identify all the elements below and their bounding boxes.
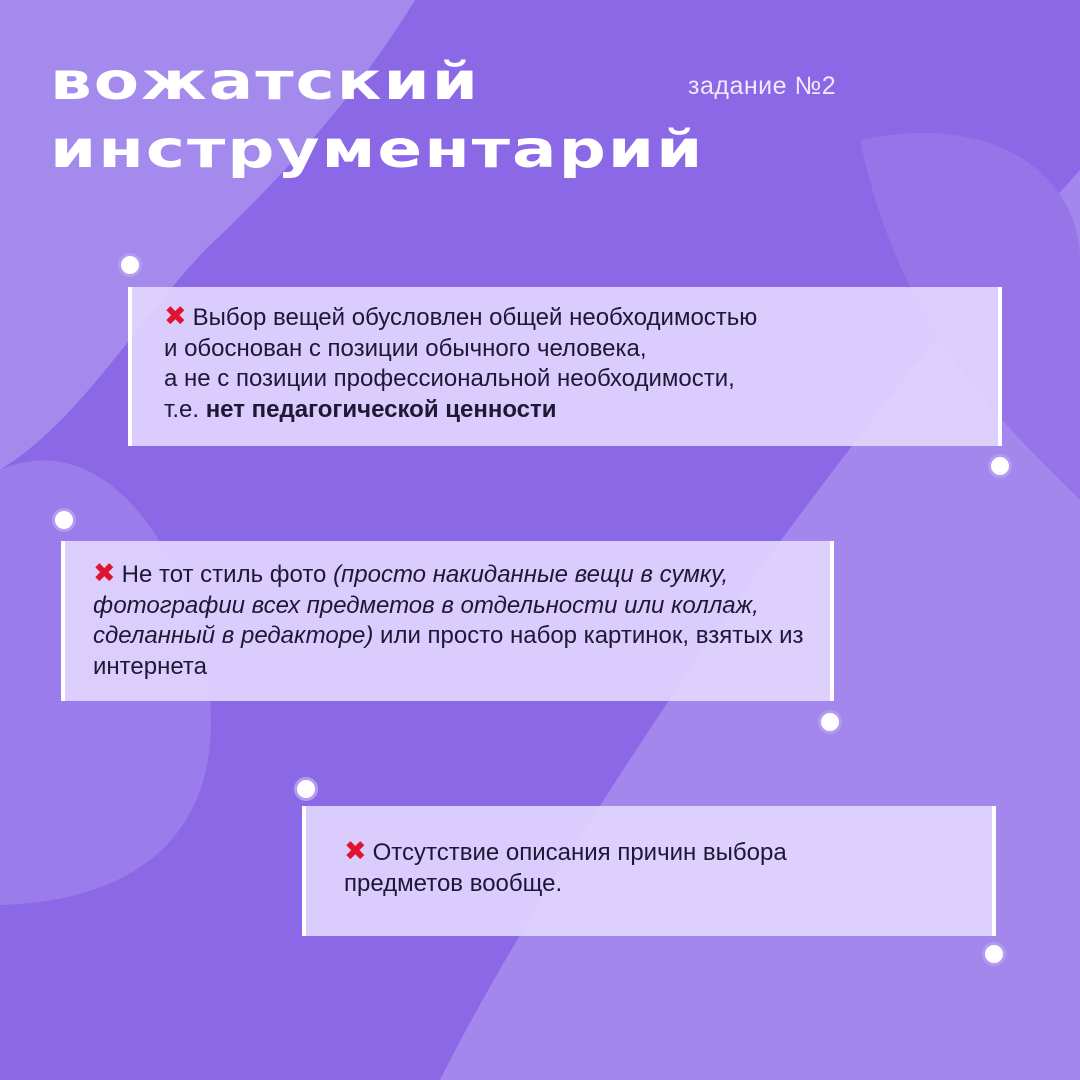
card-3-line-1: Отсутствие описания причин выбора: [372, 839, 787, 866]
feedback-card-2: [61, 541, 834, 701]
task-label: задание №2: [688, 72, 837, 100]
card-3-bottom-dot: [982, 942, 1006, 966]
card-3-text: [344, 838, 972, 899]
card-2-italic-note: (просто накиданные вещи в сумку, фотографии всех предметов в отдельности или коллаж, сделанный в редакторе): [93, 561, 759, 649]
card-1-line-3: а не с позиции профессиональной необходимости,: [164, 365, 735, 392]
card-1-text: [164, 303, 978, 425]
page-title-line2: инструментарий: [50, 119, 705, 180]
card-3-line-2: предметов вообще.: [344, 869, 563, 897]
cross-mark-icon: ✖: [344, 836, 367, 867]
card-1-line-2: и обоснован с позиции обычного человека,: [164, 334, 647, 362]
cross-mark-icon: ✖: [93, 558, 116, 589]
card-2-top-dot: [52, 508, 76, 532]
card-1-line-4-prefix: т.е.: [164, 395, 206, 423]
card-3-top-dot: [294, 777, 318, 801]
cross-mark-icon: ✖: [164, 301, 187, 332]
card-2-text: [93, 560, 810, 682]
feedback-card-3: [302, 806, 996, 936]
card-1-emphasis: нет педагогической ценности: [205, 395, 557, 423]
card-2-lead: Не тот стиль фото: [121, 561, 334, 588]
card-1-line-1: Выбор вещей обусловлен общей необходимостью: [192, 304, 758, 331]
card-1-top-dot: [118, 253, 142, 277]
card-2-bottom-dot: [818, 710, 842, 734]
card-1-bottom-dot: [988, 454, 1012, 478]
page-title-line1: вожатский: [50, 51, 480, 112]
card-2-tail: или просто набор картинок, взятых из интернета: [93, 622, 804, 680]
feedback-card-1: [128, 287, 1002, 446]
